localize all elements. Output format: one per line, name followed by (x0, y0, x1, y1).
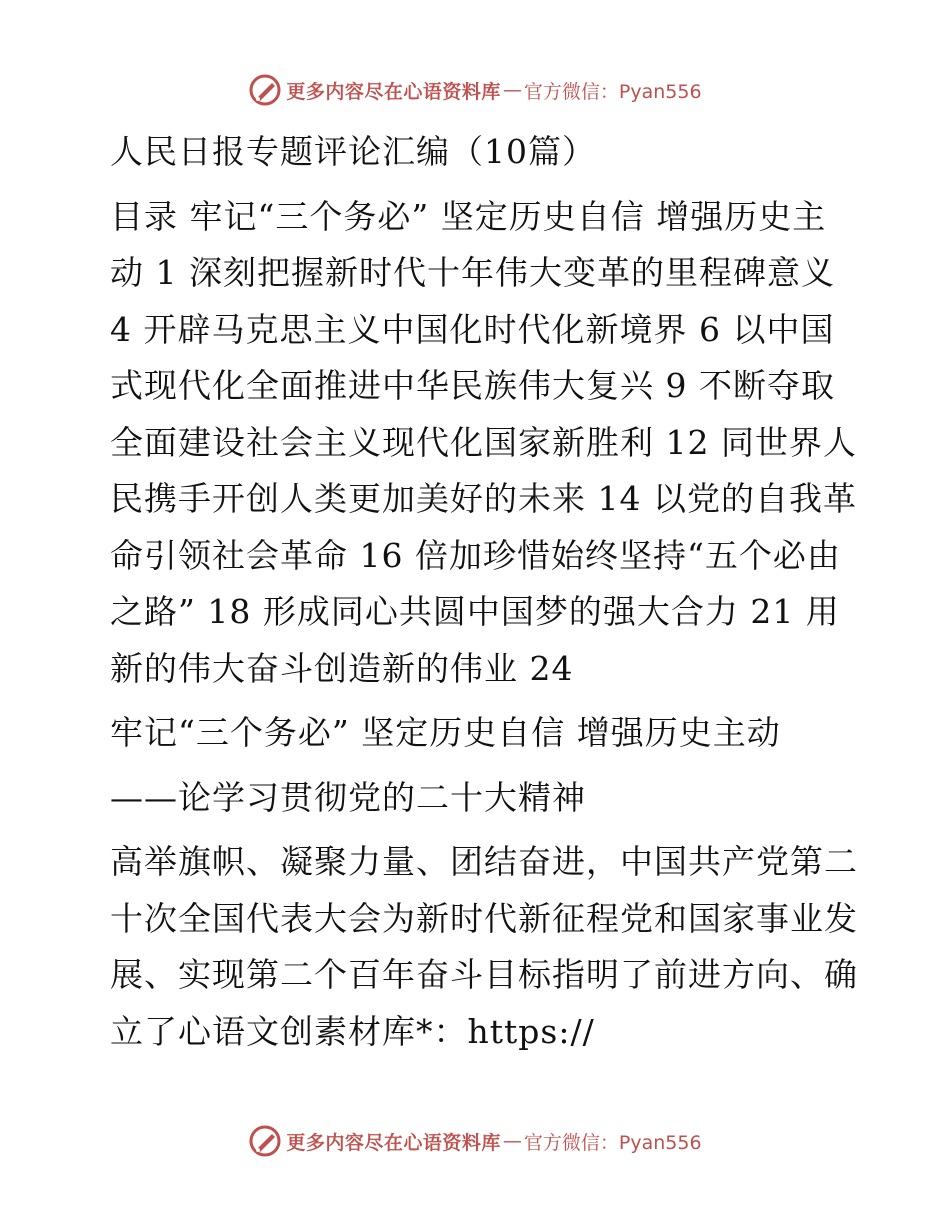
banner-contact: 官方微信：Pyan556 (523, 80, 702, 103)
section-title: 牢记“三个务必” 坚定历史自信 增强历史主动 (110, 713, 781, 752)
header-banner (0, 70, 950, 110)
document-body (98, 124, 858, 1060)
body-paragraph: 高举旗帜、凝聚力量、团结奋进，中国共产党第二十次全国代表大会为新时代新征程党和国家事业发展、实现第二个百年奋斗目标指明了前进方向、确立了心语文创素材库*：https:// (110, 842, 858, 1051)
table-of-contents: 目录 牢记“三个务必” 坚定历史自信 增强历史主动 1 深刻把握新时代十年伟大变革的里程碑意义 4 开辟马克思主义中国化时代化新境界 6 以中国式现代化全面推进中华民族伟大复兴 9 不断夺取全面建设社会主义现代化国家新胜利 12 同世界人民携手开创人类更加美好的未来 14 以党的自我革命引领社会革命 16 倍加珍惜始终坚持“五个必由之路” 18 形成同心共圆中国梦的强大合力 21 用新的伟大奋斗创造新的伟业 24 (110, 196, 857, 688)
section-subtitle: ——论学习贯彻党的二十大精神 (110, 777, 586, 817)
document-title: 人民日报专题评论汇编（10篇） (110, 132, 596, 171)
banner-brand: 更多内容尽在心语资料库 (286, 80, 501, 103)
banner-contact: 官方微信：Pyan556 (523, 1131, 702, 1154)
banner-separator: — (502, 79, 522, 101)
pen-circle-icon (248, 73, 282, 107)
footer-banner (0, 1121, 950, 1161)
banner-separator: — (502, 1130, 522, 1152)
banner-brand: 更多内容尽在心语资料库 (286, 1131, 501, 1154)
pen-circle-icon (248, 1124, 282, 1158)
